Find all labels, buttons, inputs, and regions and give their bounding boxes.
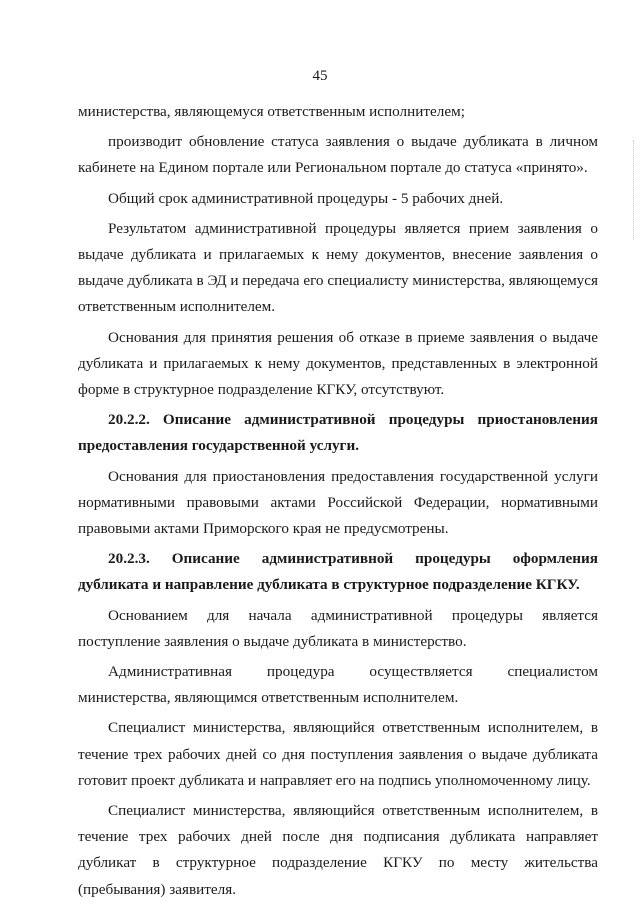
paragraph: Специалист министерства, являющийся ответственным исполнителем, в течение трех рабочих дней со дня поступления заявления о выдаче дубликата готовит проект дубликата и направляет его на подпись уполномоченному лицу. bbox=[78, 719, 598, 789]
paragraph: Административная процедура осуществляется специалистом министерства, являющимся ответственным исполнителем. bbox=[78, 663, 598, 707]
paragraph: министерства, являющемуся ответственным исполнителем; bbox=[78, 103, 465, 120]
paragraph: Специалист министерства, являющийся ответственным исполнителем, в течение трех рабочих дней после дня подписания дубликата направляет дубликат в структурное подразделение КГКУ по месту жительства (пребывания) заявителя. bbox=[78, 802, 598, 898]
paragraph: Основанием для начала административной процедуры является поступление заявления о выдаче дубликата в министерство. bbox=[78, 606, 598, 650]
paragraph: Основания для приостановления предоставления государственной услуги нормативными правовыми актами Российской Федерации, нормативными правовыми актами Приморского края не предусмотрены. bbox=[78, 467, 598, 538]
section-heading: 20.2.3. Описание административной процедуры оформления дубликата и направление дубликата в структурное подразделение КГКУ. bbox=[78, 550, 598, 594]
paragraph: Общий срок административной процедуры - 5 рабочих дней. bbox=[108, 189, 504, 207]
document-body bbox=[78, 99, 598, 907]
page-number: 45 bbox=[312, 68, 328, 84]
section-heading: 20.2.2. Описание административной процедуры приостановления предоставления государственной услуги. bbox=[78, 411, 598, 455]
paragraph: Основания для принятия решения об отказе в приеме заявления о выдаче дубликата и прилагаемых к нему документов, представленных в электронной форме в структурное подразделение КГКУ, отсутствуют. bbox=[78, 328, 598, 399]
margin-mark bbox=[632, 140, 634, 240]
paragraph: производит обновление статуса заявления о выдаче дубликата в личном кабинете на Едином портале или Региональном портале до статуса «принято». bbox=[78, 133, 598, 177]
paragraph: Результатом административной процедуры является прием заявления о выдаче дубликата и прилагаемых к нему документов, внесение заявления о выдаче дубликата в ЭД и передача его специалисту министерства, являющемуся ответственным исполнителем. bbox=[78, 219, 598, 316]
